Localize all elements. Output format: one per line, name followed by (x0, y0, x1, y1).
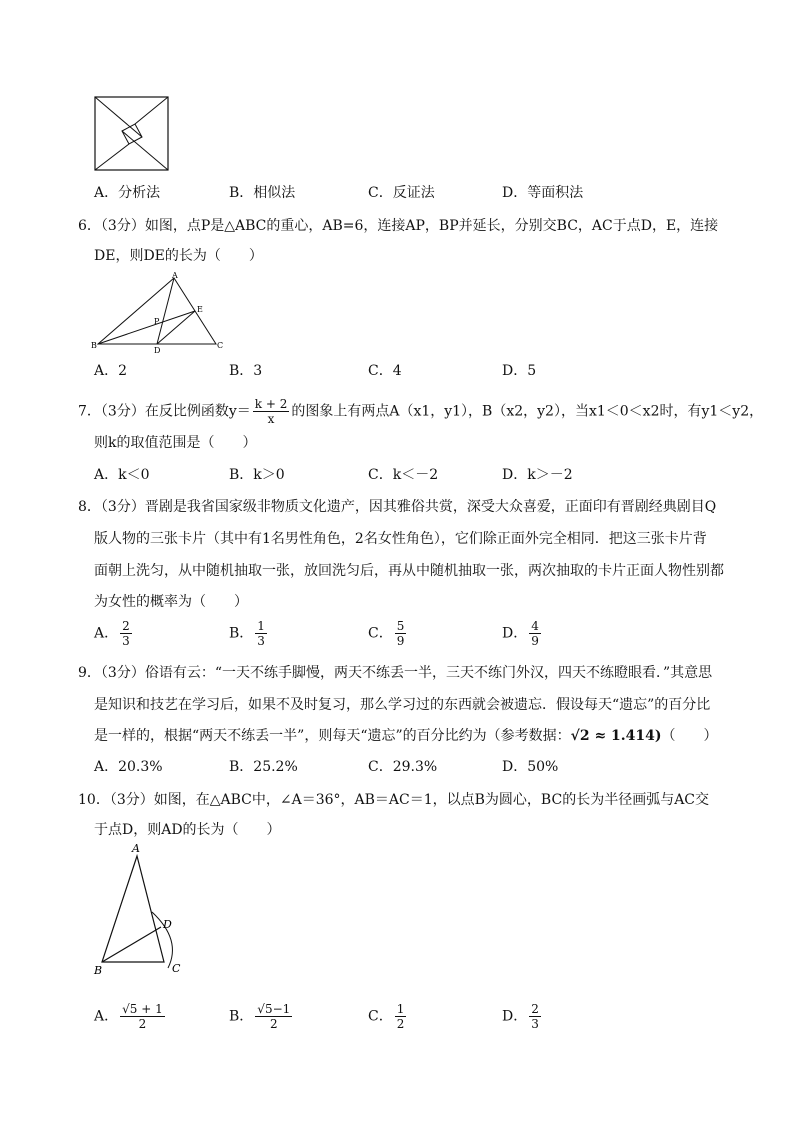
q6-label-p: P (154, 317, 160, 326)
q8-option-d-label: D． (502, 625, 528, 642)
q10-stem-line2: 于点D，则AD的长为（ ） (94, 822, 281, 838)
q8-stem-line1: 8．（3分）晋剧是我省国家级非物质文化遗产，因其雅俗共赏，深受大众喜爱，正面印有晋剧经典剧目Q (78, 499, 717, 515)
q10-option-d (502, 1002, 543, 1031)
q10-option-a (94, 1002, 167, 1031)
q6-label-a: A (172, 272, 178, 280)
q7-suffix: 的图象上有两点A（x1，y1），B（x2，y2），当x1＜0＜x2时，有y1＜y2， (291, 403, 764, 420)
q6-option-c: C．4 (368, 363, 402, 379)
q7-stem-line2: 则k的取值范围是（ ） (94, 435, 257, 451)
q8-stem-line3: 面朝上洗匀，从中随机抽取一张，放回洗匀后，再从中随机抽取一张，两次抽取的卡片正面人物性别都 (94, 563, 724, 579)
q10-option-a-num: √5 + 1 (122, 1002, 163, 1016)
q10-option-b-num: √5−1 (257, 1002, 291, 1016)
q8-option-b (229, 619, 269, 648)
q6-label-b: B (91, 341, 97, 350)
q10-option-c-den: 2 (396, 1017, 405, 1031)
q8-option-b-label: B． (229, 625, 254, 642)
q8-option-b-den: 3 (257, 634, 265, 648)
q8-option-b-num: 1 (257, 619, 265, 633)
q7-option-a: A．k＜0 (94, 467, 150, 483)
q10-stem-line1: 10．（3分）如图，在△ABC中，∠A＝36°，AB＝AC＝1，以点B为圆心，BC的长为半径画弧与AC交 (78, 792, 710, 808)
q6-option-b: B．3 (229, 363, 263, 379)
q7-frac-num: k + 2 (254, 397, 288, 411)
q5-option-d: D．等面积法 (502, 185, 584, 201)
q8-option-a-num: 2 (122, 619, 130, 633)
q7-option-d: D．k＞－2 (502, 467, 573, 483)
q7-frac-den: x (267, 412, 275, 426)
q6-label-d: D (154, 346, 161, 354)
q8-option-c-num: 5 (396, 619, 405, 633)
q8-option-a-den: 3 (122, 634, 130, 648)
q9-line3-b: （ ） (661, 728, 718, 744)
q8-option-a (94, 619, 134, 648)
q10-label-a: A (132, 842, 140, 855)
q10-label-d: D (163, 918, 172, 931)
q10-option-d-num: 2 (531, 1002, 539, 1016)
q7-stem-line1 (78, 397, 763, 426)
q6-label-e: E (197, 305, 203, 314)
q10-label-b: B (94, 964, 103, 977)
q8-option-c (368, 619, 408, 648)
q9-option-c: C．29.3% (368, 759, 438, 775)
q10-option-d-label: D． (502, 1008, 528, 1025)
q8-stem-line4: 为女性的概率为（ ） (94, 594, 248, 610)
q9-line3-a: 是一样的，根据“两天不练丢一半”，则每天“遗忘”的百分比约为（参考数据： (94, 728, 571, 744)
q8-option-d (502, 619, 543, 648)
q10-triangle-figure (90, 840, 190, 980)
q9-stem-line1: 9．（3分）俗语有云：“一天不练手脚慢，两天不练丢一半，三天不练门外汉，四天不练瞪眼看．”其意思 (78, 665, 713, 681)
q5-square-figure (94, 96, 170, 172)
q10-option-b-den: 2 (269, 1017, 278, 1031)
q8-option-a-label: A． (94, 625, 119, 642)
q10-option-c-num: 1 (396, 1002, 405, 1016)
q10-option-d-den: 3 (531, 1017, 539, 1031)
q10-label-c: C (172, 962, 181, 975)
q8-stem-line2: 版人物的三张卡片（其中有1名男性角色，2名女性角色），它们除正面外完全相同．把这三张卡片背 (94, 531, 707, 547)
q5-option-c: C．反证法 (368, 185, 435, 201)
q5-option-a: A．分析法 (94, 185, 161, 201)
q9-option-d: D．50% (502, 759, 559, 775)
q8-option-d-num: 4 (531, 619, 539, 633)
q7-prefix: 7．（3分）在反比例函数y＝ (78, 403, 251, 420)
q6-triangle-figure (90, 272, 230, 354)
q8-option-c-label: C． (368, 625, 393, 642)
q8-option-c-den: 9 (396, 634, 405, 648)
q6-stem-line2: DE，则DE的长为（ ） (94, 248, 263, 264)
q9-option-b: B．25.2% (229, 759, 298, 775)
q6-stem-line1: 6．（3分）如图，点P是△ABC的重心，AB=6，连接AP，BP并延长，分别交BC，AC于点D，E，连接 (78, 218, 719, 234)
q6-label-c: C (217, 341, 224, 350)
q10-option-a-label: A． (94, 1008, 119, 1025)
q9-option-a: A．20.3% (94, 759, 163, 775)
q6-option-d: D．5 (502, 363, 537, 379)
q7-option-c: C．k＜－2 (368, 467, 439, 483)
q7-option-b: B．k＞0 (229, 467, 285, 483)
q10-option-b (229, 1002, 294, 1031)
q5-option-b: B．相似法 (229, 185, 296, 201)
q10-option-c (368, 1002, 408, 1031)
q7-fraction (253, 397, 290, 426)
q9-stem-line3 (94, 727, 718, 745)
q10-option-a-den: 2 (138, 1017, 147, 1031)
q9-reference-data: √2 ≈ 1.414) (570, 728, 662, 744)
q10-option-b-label: B． (229, 1008, 254, 1025)
q6-option-a: A．2 (94, 363, 128, 379)
q8-option-d-den: 9 (531, 634, 539, 648)
q10-option-c-label: C． (368, 1008, 393, 1025)
q9-stem-line2: 是知识和技艺在学习后，如果不及时复习，那么学习过的东西就会被遗忘．假设每天“遗忘”的百分比 (94, 697, 711, 713)
